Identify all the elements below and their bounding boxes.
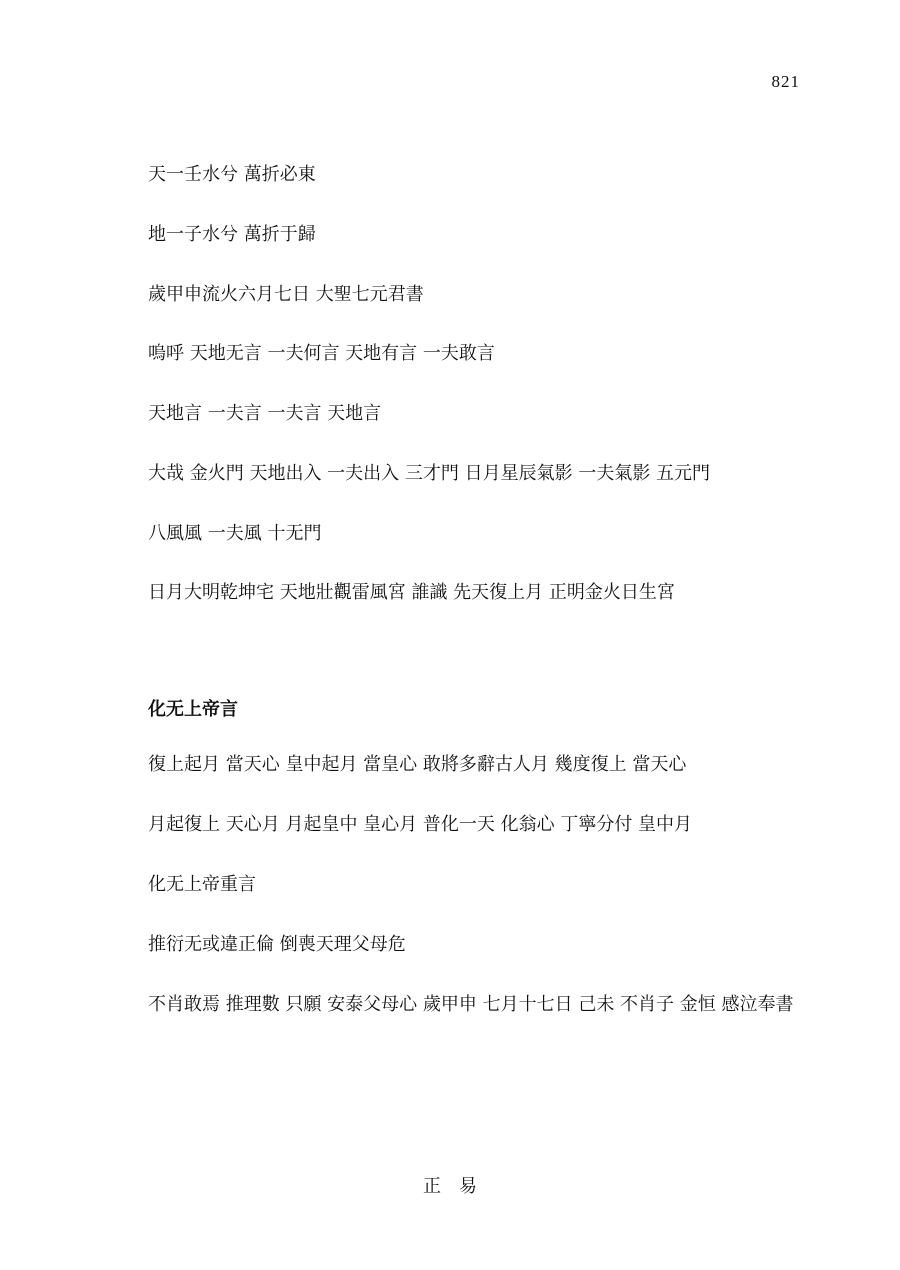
- text-line: 嗚呼 天地无言 一夫何言 天地有言 一夫敢言: [148, 343, 495, 364]
- footer-title: 正易: [423, 1176, 495, 1197]
- text-paragraph: 不肖敢焉 推理數 只願 安泰父母心 歲甲申 七月十七日 己未 不肖子 金恒 感泣奉書: [148, 994, 794, 1015]
- text-line: 歲甲申流火六月七日 大聖七元君書: [148, 284, 424, 305]
- text-line: 地一子水兮 萬折于歸: [148, 224, 316, 245]
- text-line: 化无上帝重言: [148, 874, 256, 895]
- text-line: 八風風 一夫風 十无門: [148, 523, 322, 544]
- page-number: 821: [771, 72, 800, 91]
- text-line: 日月大明乾坤宅 天地壯觀雷風宮 誰識 先天復上月 正明金火日生宮: [148, 582, 675, 603]
- text-line: 推衍无或違正倫 倒喪天理父母危: [148, 934, 406, 955]
- text-line: 天一壬水兮 萬折必東: [148, 164, 316, 185]
- text-line: 月起復上 天心月 月起皇中 皇心月 普化一天 化翁心 丁寧分付 皇中月: [148, 814, 693, 835]
- text-line: 復上起月 當天心 皇中起月 當皇心 敢將多辭古人月 幾度復上 當天心: [148, 754, 687, 775]
- section-heading: 化无上帝言: [148, 699, 238, 720]
- text-line: 天地言 一夫言 一夫言 天地言: [148, 403, 382, 424]
- text-line: 大哉 金火門 天地出入 一夫出入 三才門 日月星辰氣影 一夫氣影 五元門: [148, 463, 711, 484]
